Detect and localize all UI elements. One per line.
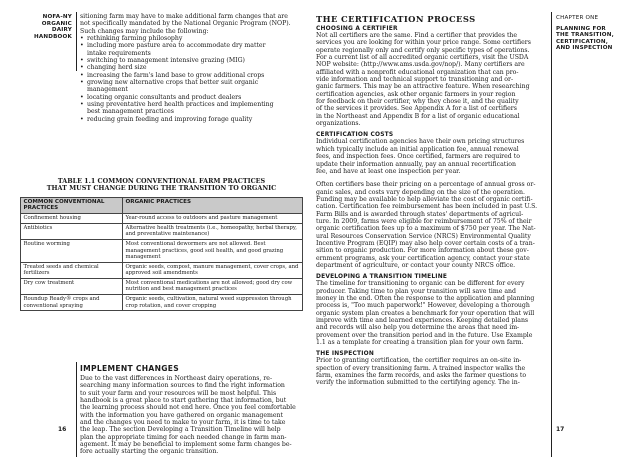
- bullet-line: • using preventative herd health practices and implementing: [87, 101, 274, 109]
- bullet-line: • reducing grain feeding and improving forage quality: [87, 115, 253, 123]
- table-row: [21, 262, 303, 278]
- right-side-label: [556, 15, 620, 52]
- section-paragraph: [316, 280, 548, 346]
- left-divider-line: [76, 12, 77, 71]
- table-row: [21, 239, 303, 262]
- implement-line: Due to the vast differences in Northeast dairy operations, re-: [80, 375, 273, 382]
- implement-line: the learning process should not end here. Once you feel comfortable: [80, 404, 296, 412]
- section-line: provement over the transition period and in the future. Use Example: [316, 331, 533, 339]
- section-line: in the Northeast and Appendix B for a list of organic educational: [316, 112, 520, 120]
- intro-line: not specifically mandated by the National Organic Program (NOP).: [80, 20, 291, 28]
- section-line: Often certifiers base their pricing on a percentage of annual gross or-: [316, 181, 536, 189]
- section-line: operate regionally only and certify only specific types of operations.: [316, 46, 530, 54]
- practices-table: [20, 197, 303, 311]
- implement-line: the leap. The section Developing a Transition Timeline will help: [80, 426, 281, 434]
- section-paragraph: [316, 138, 548, 269]
- table-header-organic: ORGANIC PRACTICES: [123, 197, 303, 213]
- conventional-practice-cell: Confinement housing: [21, 214, 123, 224]
- bullet-item: [80, 79, 305, 94]
- table-1-1: [20, 178, 303, 311]
- conventional-practice-cell: Antibiotics: [21, 223, 123, 239]
- section: [316, 274, 548, 346]
- section-line: money in the end. Often the response to the application and planning: [316, 295, 535, 302]
- section: [316, 26, 548, 127]
- section-line: and records will also help you determine the areas that need im-: [316, 324, 520, 332]
- table-title-line-2: THAT MUST CHANGE DURING THE TRANSITION TO ORGANIC: [46, 184, 277, 193]
- section-line: which typically include an initial application fee, annual renewal: [316, 145, 519, 153]
- section-line: The timeline for transitioning to organic can be different for every: [316, 280, 525, 288]
- conventional-practice-cell: Dry cow treatment: [21, 278, 123, 294]
- bullet-item: [80, 116, 305, 123]
- section-line: update their information annually, pay an annual recertification: [316, 160, 516, 168]
- conventional-practice-cell: Roundup Ready® crops and conventional spraying: [21, 294, 123, 310]
- left-intro: [80, 13, 305, 123]
- section-line: services you are looking for within your price range. Some certifiers: [316, 39, 531, 47]
- conventional-practice-cell: Treated seeds and chemical fertilizers: [21, 262, 123, 278]
- farm-changes-list: [80, 35, 305, 123]
- section-line: process is, "Too much paperwork!" However, developing a thorough: [316, 302, 530, 310]
- implement-paragraph: [80, 375, 306, 456]
- organic-practice-cell: Year-round access to outdoors and pasture management: [123, 214, 303, 224]
- side-label-line: CHAPTER ONE: [556, 15, 599, 21]
- implement-line: with the information you have gathered on organic management: [80, 411, 284, 419]
- implement-divider-line: [76, 362, 77, 457]
- section-paragraph: [316, 32, 548, 127]
- table-row: [21, 294, 303, 310]
- side-label-line: ORGANIC: [41, 20, 72, 27]
- bullet-line: • changing herd size: [87, 64, 147, 72]
- section-line: Not all certifiers are the same. Find a certifier that provides the: [316, 32, 518, 39]
- implement-line: agement. It may be beneficial to implement some farm changes be-: [80, 441, 292, 449]
- bullet-item: [80, 94, 305, 101]
- section-line: ture. In 2009, farms were eligible for reimbursement of 75% of their: [316, 217, 532, 225]
- section-heading: CHOOSING A CERTIFIER: [316, 26, 398, 32]
- side-label-line: PLANNING FOR: [556, 25, 606, 32]
- side-label-line: NOFA-NY: [42, 14, 72, 20]
- implement-line: to suit your farm and your resources will be most helpful. This: [80, 389, 277, 397]
- organic-practice-cell: Organic seeds, compost, manure management, cover crops, and approved soil amendments: [123, 262, 303, 278]
- bullet-line: • locating organic consultants and product dealers: [87, 93, 242, 101]
- section-line: organic certification fees up to a maximum of $750 per year. The Nat-: [316, 225, 536, 233]
- intro-line: Such changes may include the following:: [80, 27, 209, 35]
- section-line: Individual certification agencies have their own pricing structures: [316, 138, 525, 146]
- section-line: fee, and have at least one inspection per year.: [316, 167, 461, 175]
- section: [316, 132, 548, 269]
- section-line: fees, and inspection fees. Once certified, farmers are required to: [316, 153, 520, 161]
- right-divider-line: [551, 12, 552, 457]
- bullet-line: • switching to management intensive grazing (MIG): [87, 57, 245, 65]
- implement-heading: IMPLEMENT CHANGES: [80, 364, 180, 373]
- bullet-line: intake requirements: [87, 49, 151, 57]
- implement-line: plan the appropriate timing for each needed change in farm man-: [80, 433, 287, 441]
- organic-practice-cell: Alternative health treatments (i.e., homeopathy, herbal therapy, and preventative maintenance): [123, 223, 303, 239]
- page-number-left: 16: [58, 426, 67, 433]
- bullet-line: • rethinking farming philosophy: [87, 35, 183, 43]
- side-label-line: HANDBOOK: [33, 33, 72, 40]
- bullet-line: management: [87, 86, 128, 94]
- side-label-line: AND INSPECTION: [556, 45, 613, 52]
- bullet-item: [80, 42, 305, 57]
- table-header-conventional: COMMON CONVENTIONAL PRACTICES: [21, 197, 123, 213]
- page-number-right: 17: [556, 426, 565, 433]
- section-line: certification agencies, ask other organic farmers in your region: [316, 90, 516, 98]
- section-line: ganic farmers. This may be an attractive feature. When researching: [316, 83, 530, 91]
- section-line: of the services it provides. See Appendix A for a list of certifiers: [316, 105, 517, 113]
- section-line: sition to organic production. For more information about these gov-: [316, 247, 529, 255]
- bullet-line: best management practices: [87, 108, 174, 116]
- section-line: organic system plan creates a benchmark for your operation that will: [316, 309, 535, 317]
- section-heading: CERTIFICATION COSTS: [316, 132, 394, 139]
- implement-line: fore actually starting the organic transition.: [80, 448, 219, 456]
- table-title-line-1: TABLE 1.1 COMMON CONVENTIONAL FARM PRACTICES: [57, 177, 266, 185]
- organic-practice-cell: Most conventional dewormers are not allowed. Best management practices, good soil health, and good grazing management: [123, 239, 303, 262]
- section-heading: DEVELOPING A TRANSITION TIMELINE: [316, 274, 448, 281]
- bullet-line: • increasing the farm's land base to grow additional crops: [87, 71, 265, 79]
- section-line: improve with time and learned experiences. Keeping detailed plans: [316, 317, 529, 325]
- section-line: ganic sales, and costs vary depending on the size of the operation.: [316, 188, 525, 196]
- section-line: verify the information submitted to the certifying agency. The in-: [316, 379, 520, 387]
- section-line: producer. Taking time to plan your transition will save time and: [316, 287, 516, 295]
- right-column: [316, 14, 548, 387]
- table-row: [21, 214, 303, 224]
- section-line: ernment programs, ask your certification agency, contact your state: [316, 254, 530, 262]
- section-line: For a current list of all accredited organic certifiers, visit the USDA: [316, 54, 529, 62]
- implement-line: searching many information sources to find the right information: [80, 382, 285, 390]
- section-line: vide information and technical support to transitioning and or-: [316, 76, 514, 84]
- section-line: farm, examines the farm records, and asks the farmer questions to: [316, 372, 527, 380]
- implement-section: [80, 364, 306, 456]
- organic-practice-cell: Most conventional medications are not allowed; good dry cow nutrition and best management practices: [123, 278, 303, 294]
- section-paragraph: [316, 357, 548, 386]
- section-line: department of agriculture, or contact your county NRCS office.: [316, 261, 516, 269]
- side-label-line: THE TRANSITION,: [556, 32, 614, 39]
- bullet-line: • growing new alternative crops that better suit organic: [87, 79, 259, 87]
- bullet-item: [80, 64, 305, 71]
- certification-process-heading: THE CERTIFICATION PROCESS: [316, 14, 476, 24]
- side-label-line: DAIRY: [51, 27, 72, 34]
- section-line: ural Resources Conservation Service (NRCS) Environmental Quality: [316, 232, 531, 240]
- section-heading: THE INSPECTION: [316, 351, 374, 358]
- section: [316, 351, 548, 386]
- intro-line: sitioning farm may have to make additional farm changes that are: [80, 13, 288, 20]
- section-line: Funding may be available to help alleviate the cost of organic certifi-: [316, 195, 533, 203]
- section-line: cation. Certification fee reimbursement has been included in past U.S.: [316, 203, 538, 211]
- implement-line: and the changes you need to make to your farm, it is time to take: [80, 419, 286, 427]
- section-line: 1.1 as a template for creating a transition plan for your own farm.: [316, 339, 524, 347]
- bullet-item: [80, 35, 305, 42]
- bullet-item: [80, 101, 305, 116]
- table-row: [21, 223, 303, 239]
- table-row: [21, 278, 303, 294]
- side-label-line: CERTIFICATION,: [556, 38, 609, 45]
- bullet-line: • including more pasture area to accommodate dry matter: [87, 42, 266, 50]
- section-line: spection of every transitioning farm. A trained inspector walks the: [316, 364, 526, 372]
- bullet-item: [80, 72, 305, 79]
- section-line: organizations.: [316, 120, 361, 128]
- section-line: Prior to granting certification, the certifier requires an on-site in-: [316, 357, 522, 365]
- section-line: affiliated with a nonprofit educational organization that can pro-: [316, 68, 519, 76]
- section-line: Incentive Program (EQIP) may also help cover certain costs of a tran-: [316, 239, 535, 247]
- implement-line: handbook is a great place to start gathering that information, but: [80, 397, 287, 405]
- conventional-practice-cell: Routine worming: [21, 239, 123, 262]
- section-line: NOP website: (http://www.ams.usda.gov/nop/). Many certifiers are: [316, 61, 525, 69]
- table-title: [20, 178, 303, 193]
- organic-practice-cell: Organic seeds, cultivation, natural weed suppression through crop rotation, and cover cropping: [123, 294, 303, 310]
- section-line: for feedback on their certifier, why they chose it, and the quality: [316, 98, 519, 106]
- left-side-label: [8, 14, 72, 40]
- section-line: Farm Bills and is awarded through states' departments of agricul-: [316, 210, 524, 218]
- bullet-item: [80, 57, 305, 64]
